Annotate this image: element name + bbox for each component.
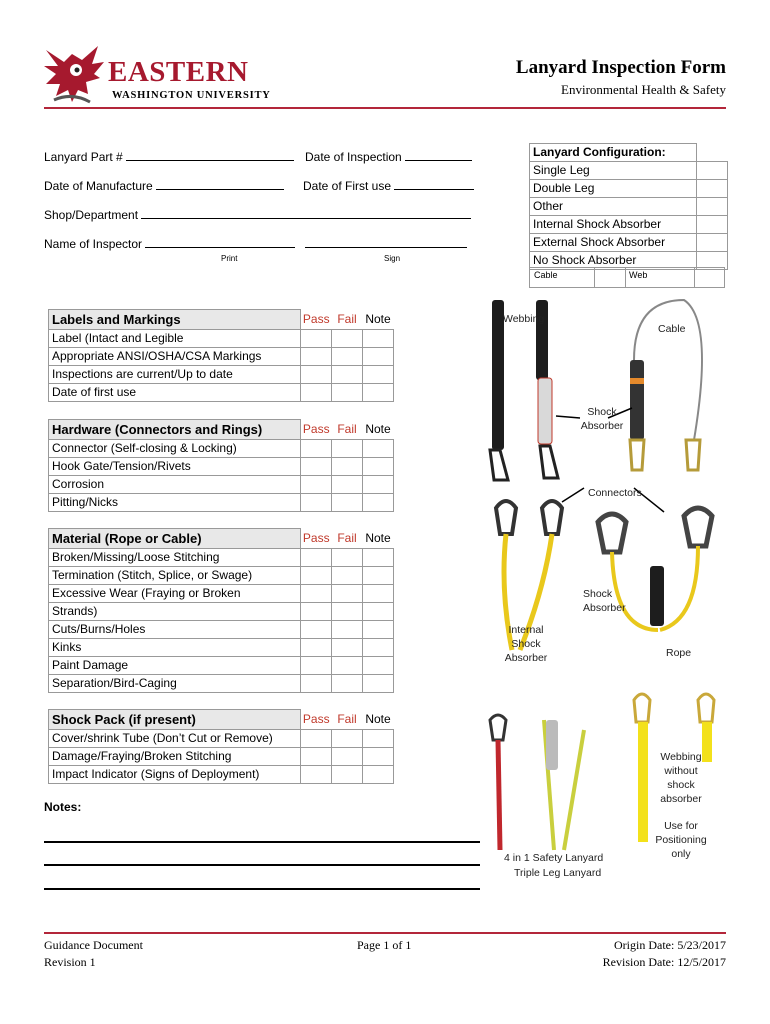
label-shock-absorber-2: Shock Absorber [583,588,626,614]
label-triple-leg: Triple Leg Lanyard [514,867,602,879]
table-row [49,603,394,621]
fail-cell[interactable] [332,603,363,621]
fail-cell[interactable] [332,567,363,585]
item-label: Termination (Stitch, Splice, or Swage) [49,567,301,585]
connector-icon [684,508,712,546]
col-header-pass: Pass [302,421,330,436]
note-cell[interactable] [363,766,394,784]
fail-cell[interactable] [332,476,363,494]
label-positioning: Use for Positioning only [655,820,707,860]
label-four-in-one: 4 in 1 Safety Lanyard [504,852,604,864]
section-table [48,309,394,402]
shop-department-label: Shop/Department [44,208,139,222]
print-caption: Print [221,254,238,263]
col-header-fail: Fail [337,530,357,545]
connector-icon [598,514,626,552]
note-cell[interactable] [363,748,394,766]
connector-icon [490,450,508,480]
web-label: Web [629,270,648,280]
pass-cell[interactable] [301,476,332,494]
label-shock-absorber: Shock Absorber [580,406,624,432]
lanyard-part-field[interactable] [44,149,294,164]
note-cell[interactable] [363,494,394,512]
notes-line[interactable] [44,888,480,890]
footer-page-number: Page 1 of 1 [357,938,412,952]
pass-cell[interactable] [301,348,332,366]
item-label: Damage/Fraying/Broken Stitching [49,748,301,766]
pass-cell[interactable] [301,639,332,657]
note-cell[interactable] [363,603,394,621]
logo-wordmark: EASTERN [108,56,249,88]
section-table [48,419,394,512]
config-checkbox[interactable] [697,180,728,198]
section-title: Shock Pack (if present) [49,710,301,730]
note-cell[interactable] [363,549,394,567]
fail-cell[interactable] [332,639,363,657]
sign-caption: Sign [384,254,401,263]
fail-cell[interactable] [332,549,363,567]
table-row [49,621,394,639]
col-header-pass: Pass [302,311,330,326]
form-title: Lanyard Inspection Form [515,57,726,78]
fail-cell[interactable] [332,440,363,458]
config-option: Double Leg [530,180,697,198]
lanyard-part-label: Lanyard Part # [44,150,123,164]
col-header-note: Note [365,311,391,326]
col-header-pass: Pass [302,530,330,545]
pass-cell[interactable] [301,657,332,675]
footer-document-type: Guidance Document [44,938,143,952]
item-label: Broken/Missing/Loose Stitching [49,549,301,567]
label-cable: Cable [658,323,686,335]
config-option: Other [530,198,697,216]
connector-icon [496,501,516,534]
fail-cell[interactable] [332,766,363,784]
config-option: Internal Shock Absorber [530,216,697,234]
config-title: Lanyard Configuration: [530,144,697,162]
note-cell[interactable] [363,458,394,476]
item-label: Connector (Self-closing & Locking) [49,440,301,458]
cable-checkbox[interactable] [594,268,626,287]
note-cell[interactable] [363,476,394,494]
fail-cell[interactable] [332,657,363,675]
table-row [49,675,394,693]
note-cell[interactable] [363,348,394,366]
form-subtitle: Environmental Health & Safety [561,82,726,97]
connector-icon [630,440,644,470]
pass-cell[interactable] [301,675,332,693]
section-title: Material (Rope or Cable) [49,529,301,549]
col-header-fail: Fail [337,421,357,436]
note-cell[interactable] [363,639,394,657]
cable-web-row [529,267,725,288]
item-label: Separation/Bird-Caging [49,675,301,693]
col-header-pass: Pass [302,711,330,726]
table-row [49,494,394,512]
connector-icon [686,440,700,470]
col-header-fail: Fail [337,711,357,726]
notes-line[interactable] [44,841,480,843]
item-label: Label (Intact and Legible [49,330,301,348]
table-row [49,766,394,784]
shock-pack [546,720,558,770]
fail-cell[interactable] [332,458,363,476]
date-first-use-label: Date of First use [303,179,392,193]
item-label: Corrosion [49,476,301,494]
section-table [48,709,394,784]
footer-rule [44,932,726,934]
date-inspection-label: Date of Inspection [305,150,402,164]
eagle-logo-icon [42,44,108,106]
table-row [49,330,394,348]
table-row [49,384,394,402]
item-label: Impact Indicator (Signs of Deployment) [49,766,301,784]
item-label: Paint Damage [49,657,301,675]
table-row [49,730,394,748]
table-row [49,585,394,603]
item-label: Inspections are current/Up to date [49,366,301,384]
shock-pack [650,566,664,626]
pass-cell[interactable] [301,766,332,784]
connector-icon [634,694,650,722]
note-cell[interactable] [363,567,394,585]
note-cell[interactable] [363,440,394,458]
date-inspection-field[interactable] [305,149,472,164]
notes-label: Notes: [44,800,82,814]
note-cell[interactable] [363,675,394,693]
pass-cell[interactable] [301,730,332,748]
pass-cell[interactable] [301,621,332,639]
note-cell[interactable] [363,585,394,603]
pass-cell[interactable] [301,748,332,766]
fail-cell[interactable] [332,621,363,639]
config-option: External Shock Absorber [530,234,697,252]
label-connectors: Connectors [588,487,642,499]
date-first-use-field[interactable] [303,178,474,193]
pointer-arrow [562,488,584,502]
note-cell[interactable] [363,621,394,639]
item-label: Date of first use [49,384,301,402]
section-table [48,528,394,693]
footer-origin-date: Origin Date: 5/23/2017 [614,938,726,952]
table-row [49,657,394,675]
fail-cell[interactable] [332,366,363,384]
pointer-arrow [556,416,580,418]
fail-cell[interactable] [332,348,363,366]
footer-revision-date: Revision Date: 12/5/2017 [602,955,726,969]
label-rope: Rope [666,647,692,659]
label-webbing: Webbing [503,313,545,325]
fail-cell[interactable] [332,675,363,693]
pass-cell[interactable] [301,458,332,476]
date-manufacture-label: Date of Manufacture [44,179,153,193]
pass-cell[interactable] [301,549,332,567]
university-logo [42,44,282,106]
config-checkbox[interactable] [697,234,728,252]
table-row [49,567,394,585]
item-label: Appropriate ANSI/OSHA/CSA Markings [49,348,301,366]
date-manufacture-field[interactable] [44,178,284,193]
pass-cell[interactable] [301,603,332,621]
shock-pack-band [630,378,644,384]
table-row [49,549,394,567]
inspector-field[interactable] [44,236,467,251]
pass-cell[interactable] [301,384,332,402]
rope-leg [498,740,500,850]
note-cell[interactable] [363,730,394,748]
logo-subtitle: WASHINGTON UNIVERSITY [112,90,271,101]
fail-cell[interactable] [332,384,363,402]
pass-cell[interactable] [301,366,332,384]
pass-cell[interactable] [301,330,332,348]
section-title: Labels and Markings [49,310,301,330]
notes-line[interactable] [44,864,480,866]
rope-leg [660,546,698,630]
col-header-note: Note [365,711,391,726]
connector-icon [490,715,506,740]
fail-cell[interactable] [332,330,363,348]
pass-cell[interactable] [301,494,332,512]
webbing-strap [638,722,648,842]
cable-line [634,300,702,440]
note-cell[interactable] [363,330,394,348]
table-row [49,366,394,384]
item-label: Cuts/Burns/Holes [49,621,301,639]
table-row [49,458,394,476]
config-checkbox[interactable] [697,216,728,234]
shop-department-field[interactable] [44,207,471,222]
footer-revision: Revision 1 [44,955,96,969]
fail-cell[interactable] [332,730,363,748]
connector-icon [698,694,714,722]
table-row [49,476,394,494]
item-label: Hook Gate/Tension/Rivets [49,458,301,476]
table-row [49,639,394,657]
configuration-table [529,143,728,270]
note-cell[interactable] [363,366,394,384]
inspector-label: Name of Inspector [44,237,143,251]
config-checkbox[interactable] [697,162,728,180]
rope-leg [564,730,584,850]
item-label: Strands) [49,603,301,621]
pass-cell[interactable] [301,585,332,603]
item-label: Kinks [49,639,301,657]
fail-cell[interactable] [332,748,363,766]
table-row [49,440,394,458]
col-header-note: Note [365,421,391,436]
note-cell[interactable] [363,657,394,675]
fail-cell[interactable] [332,585,363,603]
item-label: Cover/shrink Tube (Don’t Cut or Remove) [49,730,301,748]
table-row [49,748,394,766]
section-title: Hardware (Connectors and Rings) [49,420,301,440]
label-webbing-no-shock: Webbing without shock absorber [660,751,702,805]
col-header-fail: Fail [337,311,357,326]
connector-icon [540,446,558,478]
config-option: Single Leg [530,162,697,180]
header-rule [44,107,726,109]
item-label: Excessive Wear (Fraying or Broken [49,585,301,603]
table-row [49,348,394,366]
connector-icon [542,501,562,534]
pass-cell[interactable] [301,440,332,458]
col-header-note: Note [365,530,391,545]
config-option: No Shock Absorber [530,252,697,270]
label-internal-shock: Internal Shock Absorber [504,624,548,664]
web-checkbox[interactable] [694,268,725,287]
pass-cell[interactable] [301,567,332,585]
config-checkbox[interactable] [697,198,728,216]
cable-label: Cable [534,270,558,280]
item-label: Pitting/Nicks [49,494,301,512]
note-cell[interactable] [363,384,394,402]
shock-pack [538,378,552,444]
shock-pack [630,360,644,440]
fail-cell[interactable] [332,494,363,512]
